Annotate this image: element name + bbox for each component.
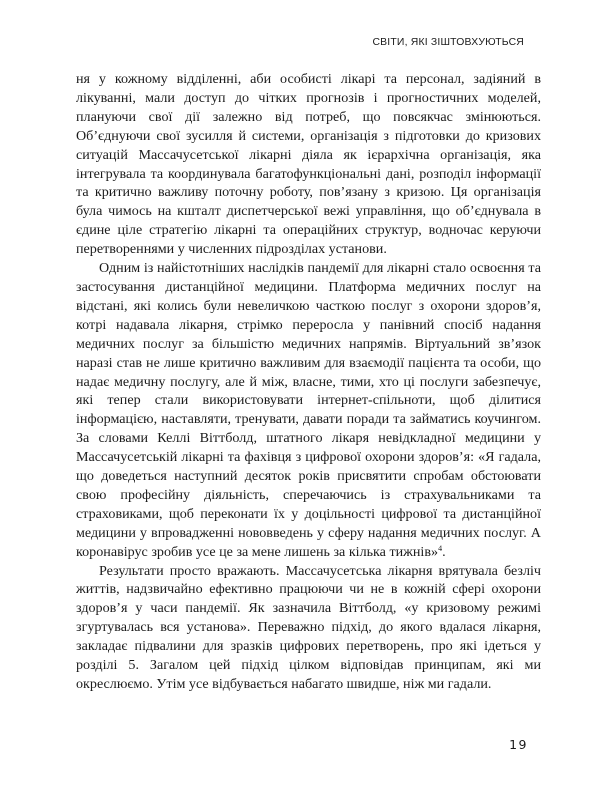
body-text (76, 70, 541, 694)
paragraph-2 (76, 259, 541, 562)
footnote-marker: 4 (438, 543, 443, 553)
paragraph-2-text: Одним із найістотніших наслідків пандемії для лікарні стало освоєння та застосування дистанційної медицини. Платформа медичних послуг на відстані, які колись були невеличкою часткою послуг з охорони здоров’я, котрі надавала лікарня, стрімко переросла у панівний спосіб надання медичних послуг за більшістю медичних напрямів. Віртуальний зв’язок наразі став не лише критично важливим для взаємодії пацієнта та особи, що надає медичну послугу, але й між, власне, тими, хто ці послуги забезпечує, які тепер стали використовувати інтернет-спільноти, щоб ділитися інформацією, наставляти, тренувати, давати поради та займатись коучингом. За словами Келлі Віттболд, штатного лікаря невідкладної медицини у Массачусетській лікарні та фахівця з цифрової охорони здоров’я: «Я гадала, що доведеться наступний десяток років присвятити спробам обстоювати свою професійну діяльність, сперечаючись із страхувальниками та страховиками, щоб переконати їх у доцільності цифрової та дистанційної медицини у впровадженні нововведень у сферу надання медичних послуг. А коронавірус зробив усе це за мене лишень за кілька тижнів» (76, 260, 541, 560)
paragraph-2-end: . (442, 543, 446, 560)
paragraph-1-text: ня у кожному відділенні, аби особисті лікарі та персонал, задіяний в лікуванні, мали доступ до чітких прогнозів і прогностичних моделей, плануючи свої дії залежно від потреб, що повсякчас змінюються. Об’єднуючи свої зусилля й системи, організація з підготовки до кризових ситуацій Массачусетської лікарні діяла як ієрархічна організація, яка інтегрувала та координувала багатофункціональні дані, розподіл інформації та критично важливу поточну роботу, пов’язану з кризою. Ця організація була чимось на кшталт диспетчерської вежі управління, що об’єднувала в єдине ціле стратегію лікарні та операційних структур, водночас керуючи перетвореннями у численних підрозділах установи. (76, 71, 541, 258)
running-header: СВІТИ, ЯКІ ЗІШТОВХУЮТЬСЯ (372, 37, 524, 48)
page-number: 19 (509, 737, 528, 752)
paragraph-1 (76, 70, 541, 259)
paragraph-3 (76, 562, 541, 694)
paragraph-3-text: Результати просто вражають. Массачусетська лікарня врятувала безліч життів, надзвичайно ефективно працюючи чи не в кожній сфері охорони здоров’я у часи пандемії. Як зазначила Віттболд, «у кризовому режимі згуртувалась вся установа». Переважно підхід, до якого вдалася лікарня, закладає підвалини для зразків цифрових перетворень, про які ідеться у розділі 5. Загалом цей підхід цілком відповідав принципам, які ми окреслюємо. Утім усе відбувається набагато швидше, ніж ми гадали. (76, 562, 541, 692)
